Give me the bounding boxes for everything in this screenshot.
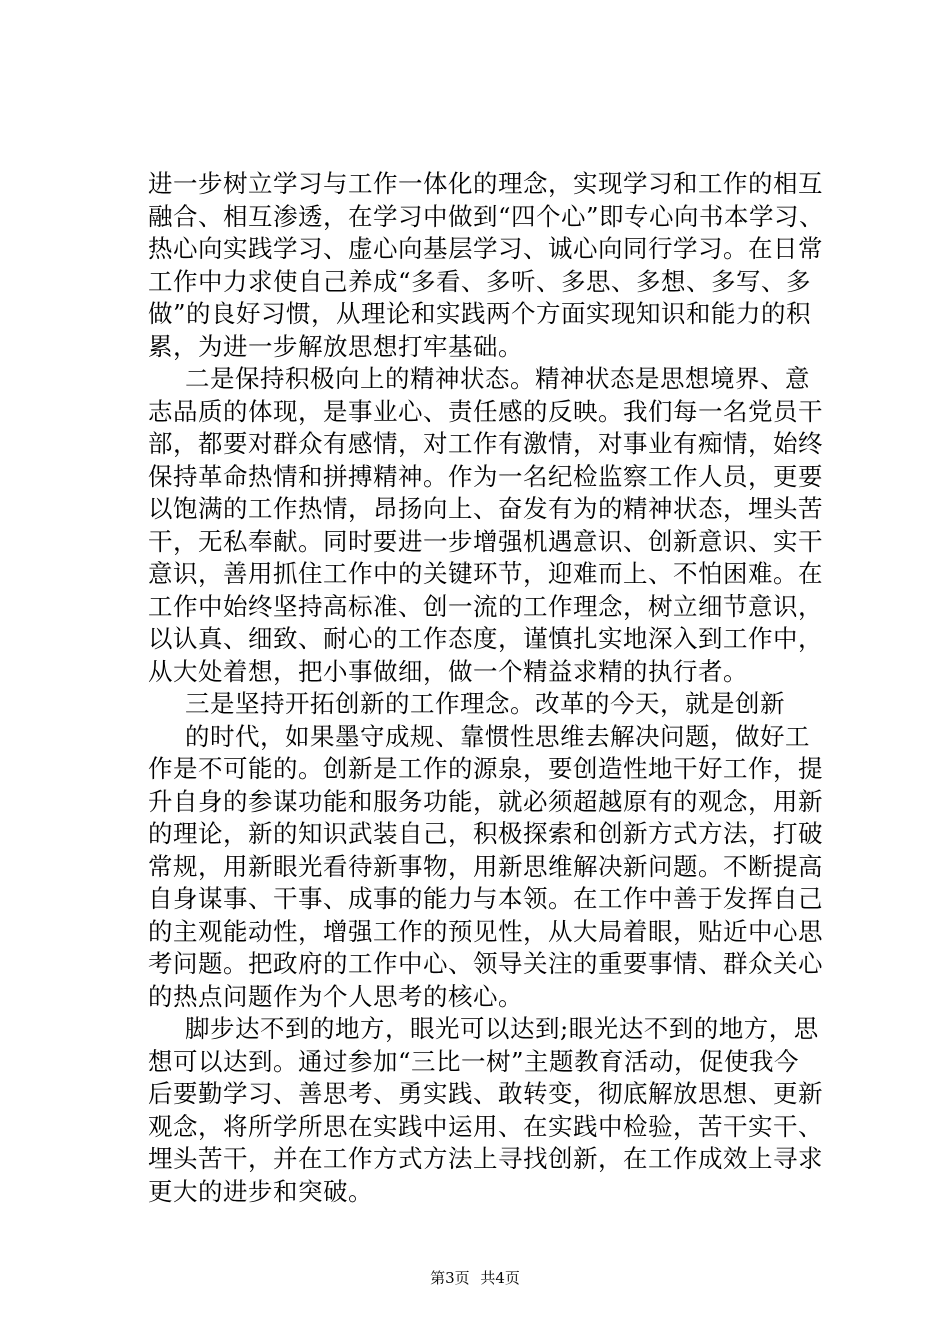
text-line: 干，无私奉献。同时要进一步增强机遇意识、创新意识、实干: [148, 526, 823, 556]
text-line: 考问题。把政府的工作中心、领导关注的重要事情、群众关心: [148, 949, 823, 978]
text-line: 作是不可能的。创新是工作的源泉，要创造性地干好工作，提: [148, 754, 823, 783]
text-line: 升自身的参谋功能和服务功能，就必须超越原有的观念，用新: [148, 786, 823, 816]
page-footer: [0, 1268, 950, 1288]
text-line: 的理论，新的知识武装自己，积极探索和创新方式方法，打破: [148, 819, 823, 848]
document-body: [148, 168, 825, 1208]
text-line: 后要勤学习、善思考、勇实践、敢转变，彻底解放思想、更新: [148, 1079, 823, 1108]
text-line: 以认真、细致、耐心的工作态度，谨慎扎实地深入到工作中，: [148, 624, 823, 653]
text-line: 的热点问题作为个人思考的核心。: [148, 981, 523, 1011]
text-line: 从大处着想，把小事做细，做一个精益求精的执行者。: [148, 656, 748, 686]
text-line: 部，都要对群众有感情，对工作有激情，对事业有痴情，始终: [148, 429, 823, 458]
text-line: 意识，善用抓住工作中的关键环节，迎难而上、不怕困难。在: [148, 559, 823, 588]
text-line: 常规，用新眼光看待新事物，用新思维解决新问题。不断提高: [148, 851, 823, 881]
text-line: 二是保持积极向上的精神状态。精神状态是思想境界、意: [185, 364, 810, 393]
text-line: 做”的良好习惯，从理论和实践两个方面实现知识和能力的积: [148, 299, 812, 328]
text-line: 融合、相互渗透，在学习中做到“四个心”即专心向书本学习、: [148, 201, 825, 231]
text-line: 的主观能动性，增强工作的预见性，从大局着眼，贴近中心思: [148, 916, 823, 946]
text-line: 以饱满的工作热情，昂扬向上、奋发有为的精神状态，埋头苦: [148, 494, 823, 523]
text-line: 热心向实践学习、虚心向基层学习、诚心向同行学习。在日常: [148, 234, 823, 263]
text-line: 想可以达到。通过参加“三比一树”主题教育活动，促使我今: [148, 1046, 800, 1076]
text-line: 更大的进步和突破。: [148, 1176, 373, 1206]
text-line: 脚步达不到的地方，眼光可以达到;眼光达不到的地方，思: [185, 1014, 819, 1043]
text-line: 埋头苦干，并在工作方式方法上寻找创新，在工作成效上寻求: [148, 1144, 823, 1173]
text-line: 进一步树立学习与工作一体化的理念，实现学习和工作的相互: [148, 169, 823, 198]
text-line: 工作中力求使自己养成“多看、多听、多思、多想、多写、多: [148, 266, 812, 296]
text-line: 累，为进一步解放思想打牢基础。: [148, 331, 523, 361]
text-line: 工作中始终坚持高标准、创一流的工作理念，树立细节意识，: [148, 591, 823, 621]
text-line: 志品质的体现，是事业心、责任感的反映。我们每一名党员干: [148, 396, 823, 426]
page-total: 共4页: [480, 1269, 520, 1287]
text-line: 自身谋事、干事、成事的能力与本领。在工作中善于发挥自己: [148, 884, 823, 913]
text-line: 观念，将所学所思在实践中运用、在实践中检验，苦干实干、: [148, 1111, 823, 1141]
text-line: 的时代，如果墨守成规、靠惯性思维去解决问题，做好工: [185, 721, 810, 751]
text-line: 保持革命热情和拼搏精神。作为一名纪检监察工作人员，更要: [148, 461, 823, 491]
page-number: 第3页: [430, 1269, 470, 1287]
text-line: 三是坚持开拓创新的工作理念。改革的今天，就是创新: [185, 689, 785, 718]
